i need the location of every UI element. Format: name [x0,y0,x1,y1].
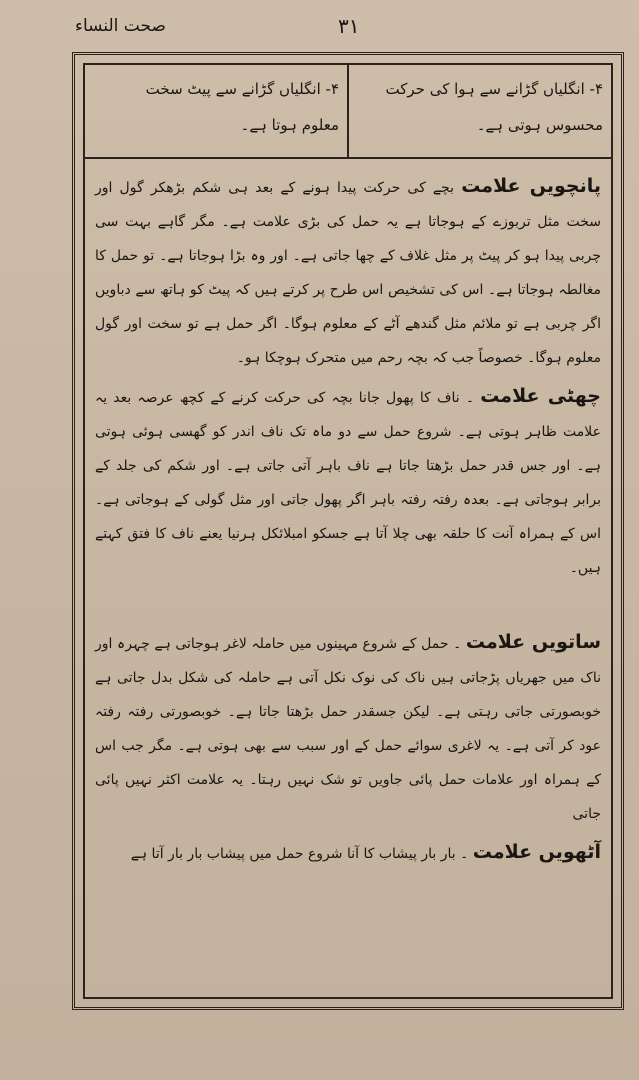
inner-border [83,63,613,999]
paragraph-text: ۔ بار بار پیشاب کا آنا شروع حمل میں پیشاب بار بار آتا ہے [130,846,469,862]
paragraph-fifth-sign [95,169,601,375]
comparison-table [85,65,611,159]
paragraph-text: بچے کی حرکت پیدا ہونے کے بعد ہی شکم بڑھکر گول اور سخت مثل تربوزے کے ہوجاتا ہے یہ حمل کی بڑی علامت ہے۔ مگر گاہے بہت سی چربی پیدا ہو کر پیٹ پر مثل غلاف کے چھا جاتی ہے۔ اور وہ بڑا ہوجاتا ہے۔ تو حمل کا مغالطہ ہوجاتا ہے۔ اس کی تشخیص اس طرح پر کرتے ہیں کہ پیٹ کو ہاتھ سے دباویں اگر چربی ہے تو ملائم مثل گندھے آٹے کے معلوم ہوگا۔ اگر حمل ہے تو سخت اور گول معلوم ہوگا۔ خصوصاً جب کہ بچہ رحم میں متحرک ہوچکا ہو۔ [95,180,601,366]
section-heading: پانچویں علامت [461,175,602,197]
page-number: ۳۱ [338,14,360,38]
section-heading: آٹھویں علامت [472,841,601,863]
body-text [95,169,601,987]
cell-line: ۴- انگلیاں گڑانے سے پیٹ سخت [145,80,339,98]
section-heading: چھٹی علامت [480,385,601,407]
table-cell-right [347,65,611,157]
paragraph-text: ۔ ناف کا پھول جانا بچہ کی حرکت کرنے کے کچھ عرصہ بعد یہ علامت ظاہر ہوتی ہے۔ شروع حمل سے دو ماہ تک ناف اندر کو گھسی ہوئی ہوتی ہے۔ اور جس قدر حمل بڑھتا جاتا ہے ناف باہر آتی جاتی ہے۔ اور شکم کی جلد کے برابر ہوجاتی ہے۔ بعدہ رفتہ رفتہ باہر اگر پھول جاتی اور مثل گولی کے ہوجاتی ہے۔ اس کے ہمراہ آنت کا حلقہ بھی چلا آتا ہے جسکو امبلائکل ہرنیا یعنے ناف کا فتق کہتے ہیں۔ [95,390,601,576]
paragraph-sixth-sign [95,379,601,585]
cell-line: معلوم ہوتا ہے۔ [240,116,339,134]
cell-line: ۴- انگلیاں گڑانے سے ہوا کی حرکت [385,80,603,98]
table-cell-left [85,65,347,157]
page-border [72,52,624,1010]
paragraph-seventh-sign [95,625,601,831]
paragraph-eighth-sign [95,835,601,871]
section-heading: ساتویں علامت [465,631,602,653]
paragraph-text: ۔ حمل کے شروع مہینوں میں حاملہ لاغر ہوجاتی ہے چہرہ اور ناک میں جھریاں پڑجاتی ہیں ناک کی نوک نکل آتی ہے حاملہ کی شکل بدل جاتی ہے خوبصورتی جاتی رہتی ہے۔ لیکن جسقدر حمل بڑھتا جاتا ہے۔ خوبصورتی رفتہ رفتہ عود کر آتی ہے۔ یہ لاغری سوائے حمل کے اور سبب سے بھی ہوتی ہے۔ مگر جب اس کے ہمراہ اور علامات حمل پائی جاویں تو شک نہیں رہتا۔ یہ علامت اکثر نہیں پائی جاتی [95,636,601,822]
cell-line: محسوس ہوتی ہے۔ [476,116,603,134]
running-title: صحت النساء [75,16,166,36]
page-header [0,10,639,46]
